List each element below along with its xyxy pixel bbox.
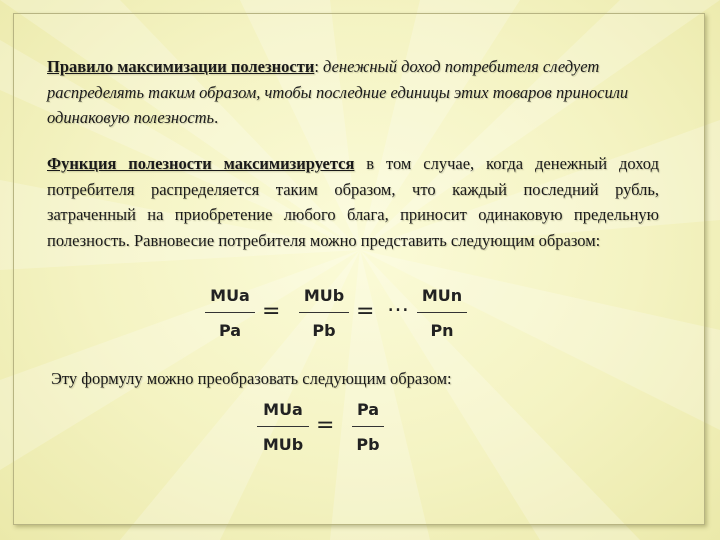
equals-sign: = xyxy=(262,299,281,324)
utility-rule-end: . xyxy=(214,108,219,127)
utility-function-heading: Функция полезности максимизируется xyxy=(47,154,355,173)
denominator: Pb xyxy=(356,435,380,454)
numerator: Pa xyxy=(356,400,380,419)
fraction-bar xyxy=(352,426,384,427)
denominator: MUb xyxy=(262,435,304,454)
utility-function-text: в том случае, когда денежный доход потребителя распределяется таким образом, что каждый последний рубль, затраченный на приобретение любого блага, приносит одинаковую предельную полезность. Равновесие потребителя можно представить следующим образом: xyxy=(47,154,659,250)
equals-sign: = xyxy=(356,299,375,324)
ellipsis: … xyxy=(387,292,409,317)
numerator: MUb xyxy=(303,286,345,305)
fraction-mua-mub xyxy=(254,400,312,454)
utility-rule-colon: : xyxy=(314,57,324,76)
equals-sign: = xyxy=(316,413,335,438)
fraction-pa-pb xyxy=(348,400,388,454)
utility-rule-text: денежный доход потребителя следует распределять таким образом, чтобы последние единицы этих товаров приносили одинаковую полезность xyxy=(47,57,629,127)
numerator: MUa xyxy=(210,286,250,305)
fraction-bar xyxy=(257,426,309,427)
numerator: MUa xyxy=(263,400,303,419)
denominator: Pn xyxy=(430,321,454,340)
denominator: Pb xyxy=(312,321,336,340)
utility-rule-heading: Правило максимизации полезности xyxy=(47,57,315,76)
transform-text: Эту формулу можно преобразовать следующим образом: xyxy=(51,369,452,388)
denominator: Pa xyxy=(218,321,242,340)
numerator: MUn xyxy=(421,286,463,305)
